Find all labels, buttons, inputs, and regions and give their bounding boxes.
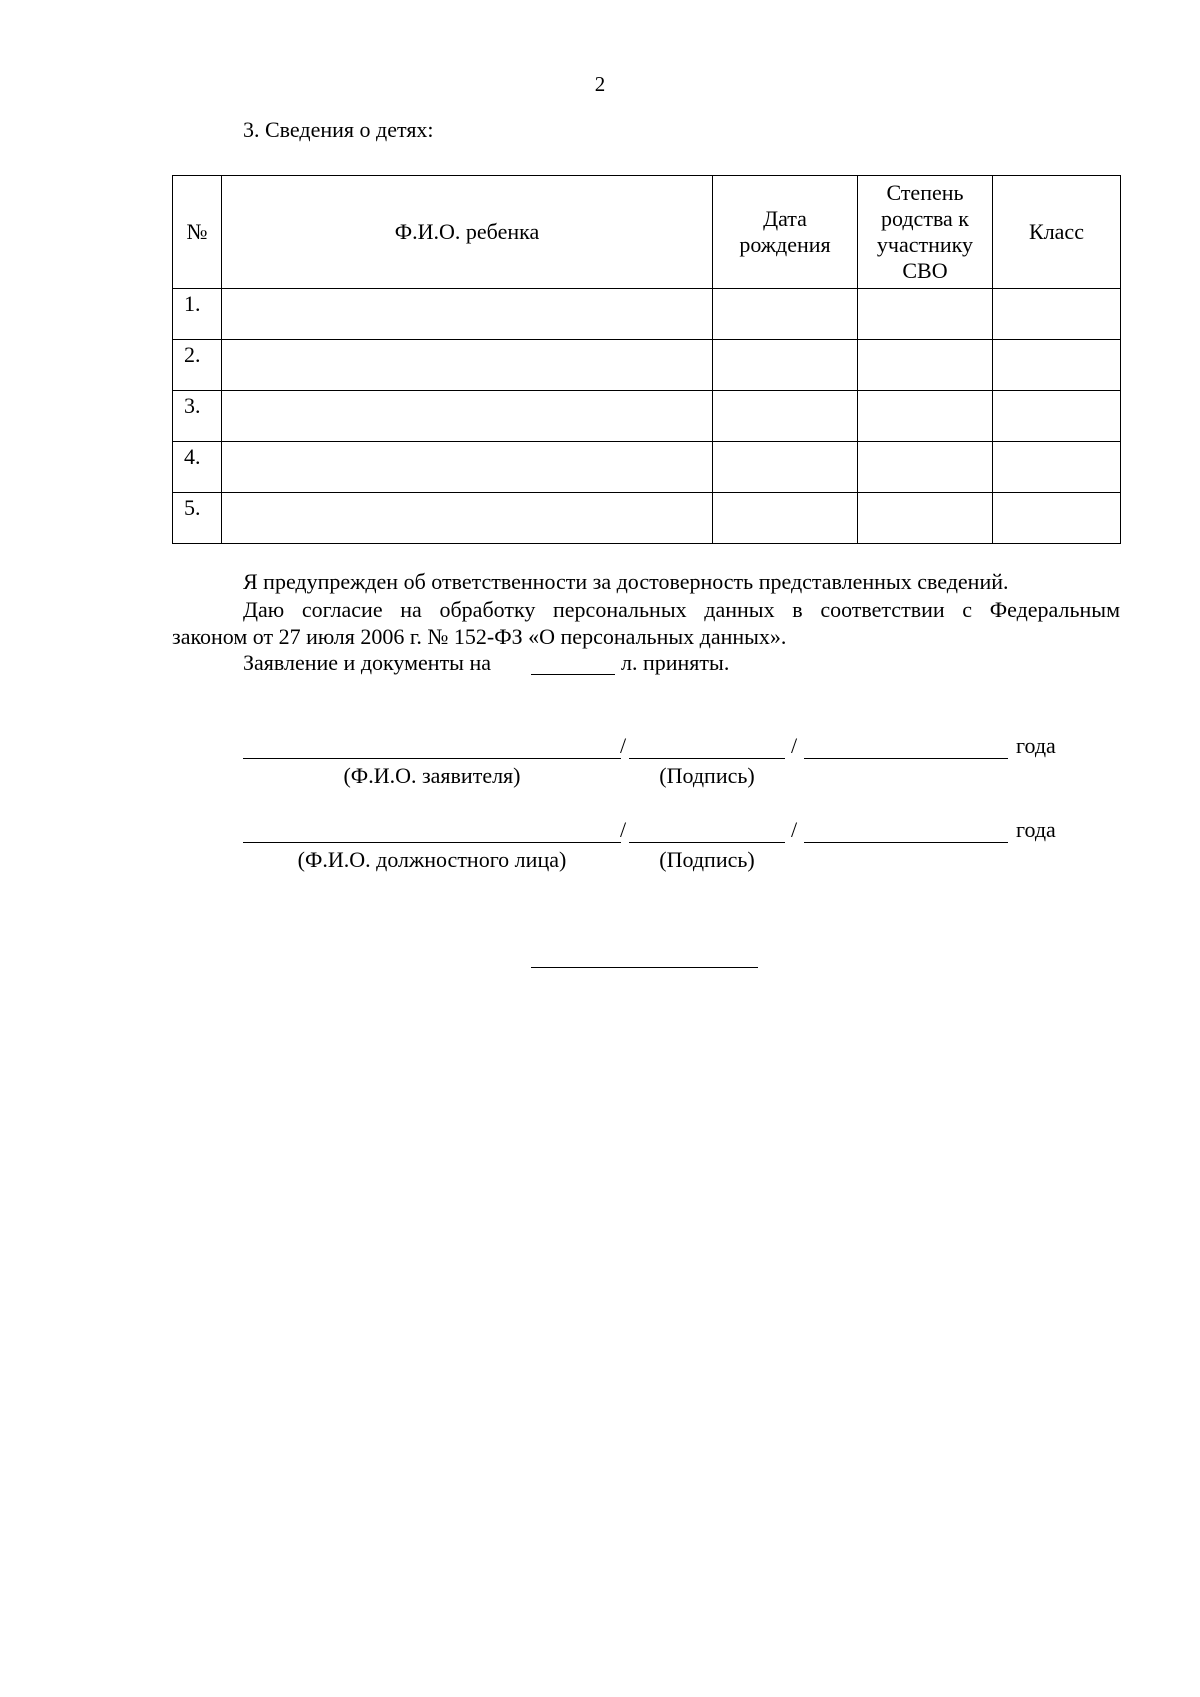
signature-caption: (Подпись) [659, 763, 755, 788]
consent-statement-line: законом от 27 июля 2006 г. № 152-ФЗ «О персональных данных». [172, 624, 787, 649]
children-table [172, 175, 1121, 544]
header-child-name: Ф.И.О. ребенка [222, 176, 713, 289]
row-number: 2. [173, 340, 222, 391]
table-row [173, 391, 1121, 442]
row-number: 1. [173, 289, 222, 340]
row-number: 5. [173, 493, 222, 544]
section-title: 3. Сведения о детях: [243, 117, 434, 142]
applicant-date-line[interactable] [804, 758, 1008, 759]
child-name-cell[interactable] [222, 442, 713, 493]
header-birth-date-line: Дата [763, 206, 807, 231]
applicant-name-line[interactable] [243, 758, 621, 759]
end-of-document-rule [531, 967, 758, 968]
applicant-signature-line[interactable] [629, 758, 785, 759]
header-birth-date-line: рождения [739, 232, 831, 257]
birth-date-cell[interactable] [713, 442, 858, 493]
relationship-cell[interactable] [858, 289, 993, 340]
relationship-cell[interactable] [858, 493, 993, 544]
page-number: 2 [594, 72, 606, 96]
grade-cell[interactable] [993, 340, 1121, 391]
birth-date-cell[interactable] [713, 289, 858, 340]
relationship-cell[interactable] [858, 391, 993, 442]
table-row [173, 442, 1121, 493]
grade-cell[interactable] [993, 493, 1121, 544]
header-relationship-line: родства к [881, 206, 969, 231]
birth-date-cell[interactable] [713, 493, 858, 544]
child-name-cell[interactable] [222, 340, 713, 391]
header-relationship-line: Степень [886, 180, 964, 205]
birth-date-cell[interactable] [713, 391, 858, 442]
child-name-cell[interactable] [222, 289, 713, 340]
official-name-line[interactable] [243, 842, 621, 843]
header-grade: Класс [993, 176, 1121, 289]
row-number: 3. [173, 391, 222, 442]
applicant-name-caption: (Ф.И.О. заявителя) [343, 763, 521, 788]
year-label: года [1016, 733, 1056, 758]
official-signature-line[interactable] [629, 842, 785, 843]
row-number: 4. [173, 442, 222, 493]
header-relationship-line: участнику [876, 232, 974, 257]
header-number: № [173, 176, 222, 289]
header-relationship-line: СВО [902, 258, 948, 283]
slash-separator: / [620, 817, 627, 842]
table-row [173, 493, 1121, 544]
official-name-caption: (Ф.И.О. должностного лица) [297, 847, 567, 872]
signature-caption: (Подпись) [659, 847, 755, 872]
accepted-documents-prefix: Заявление и документы на [243, 650, 492, 675]
grade-cell[interactable] [993, 391, 1121, 442]
header-birth-date [713, 176, 858, 289]
table-row [173, 340, 1121, 391]
grade-cell[interactable] [993, 442, 1121, 493]
sheet-count-blank[interactable] [531, 674, 615, 675]
header-relationship [858, 176, 993, 289]
slash-separator: / [791, 817, 798, 842]
table-header-row [173, 176, 1121, 289]
year-label: года [1016, 817, 1056, 842]
slash-separator: / [791, 733, 798, 758]
child-name-cell[interactable] [222, 493, 713, 544]
consent-statement-line: Даю согласие на обработку персональных данных в соответствии с Федеральным [243, 597, 1120, 622]
birth-date-cell[interactable] [713, 340, 858, 391]
slash-separator: / [620, 733, 627, 758]
accepted-documents-suffix: л. приняты. [621, 650, 730, 675]
table-row [173, 289, 1121, 340]
responsibility-statement: Я предупрежден об ответственности за достоверность представленных сведений. [243, 569, 1009, 594]
relationship-cell[interactable] [858, 442, 993, 493]
relationship-cell[interactable] [858, 340, 993, 391]
grade-cell[interactable] [993, 289, 1121, 340]
child-name-cell[interactable] [222, 391, 713, 442]
official-date-line[interactable] [804, 842, 1008, 843]
